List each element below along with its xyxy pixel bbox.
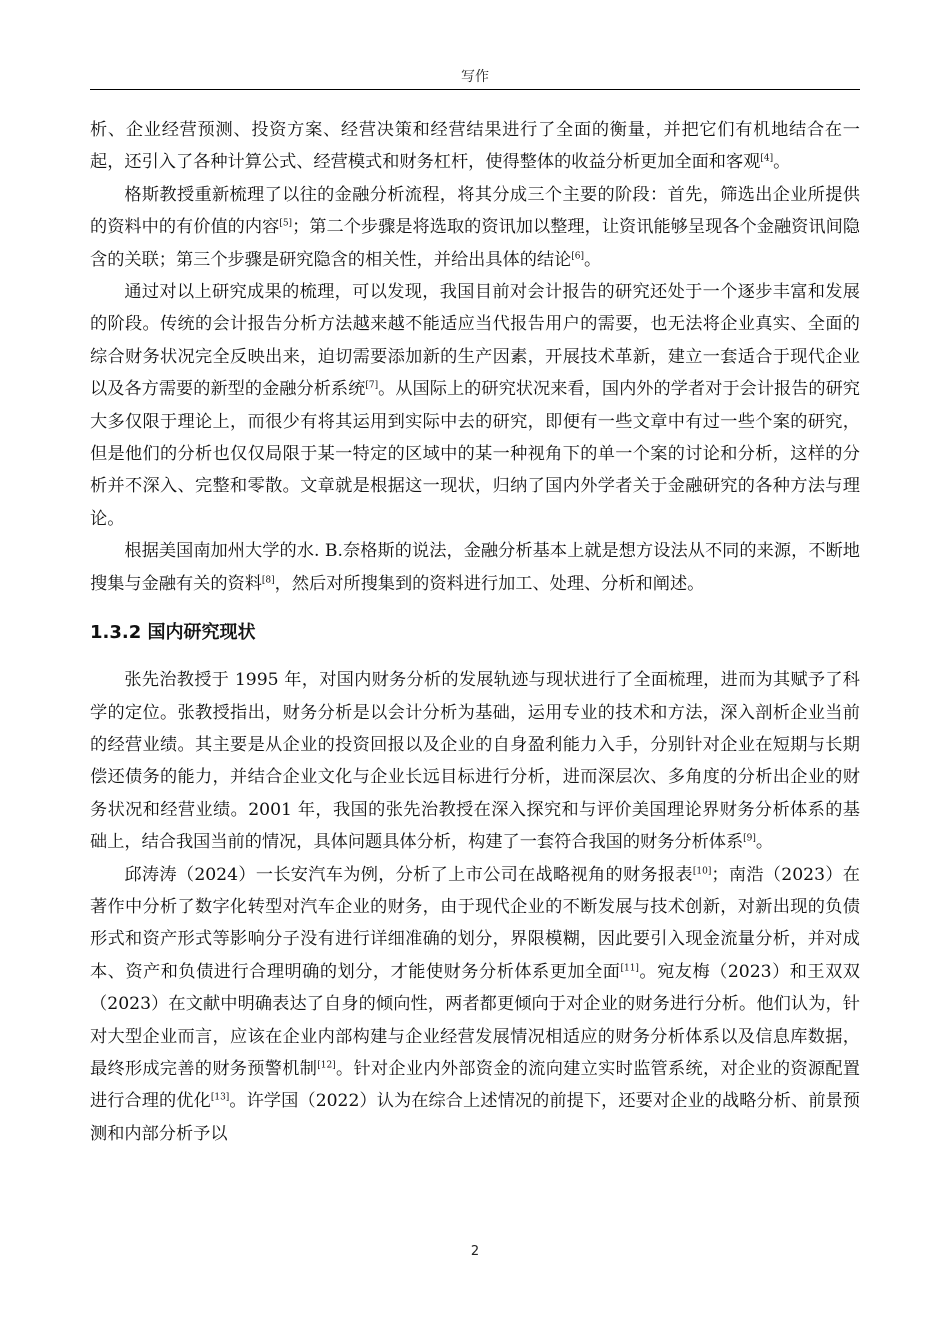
- paragraph-text: 。针对企业内外部资金的流向建立实时监管系统，对企业的资源配置进行合理的优化: [90, 1058, 860, 1112]
- paragraph-text: 格斯教授重新梳理了以往的金融分析流程，将其分成三个主要的阶段：首先，筛选出企业所提供的资料中的有价值的内容: [90, 184, 860, 238]
- paragraph-text: 。: [755, 832, 774, 853]
- paragraph: [90, 535, 860, 600]
- paragraph-text: 。从国际上的研究状况来看，国内外的学者对于会计报告的研究大多仅限于理论上，而很少有将其运用到实际中去的研究，即便有一些文章中有过一些个案的研究，但是他们的分析也仅仅局限于某一特定的区域中的某一种视角下的单一个案的讨论和分析，这样的分析并不深入、完整和零散。文章就是根据这一现状，归纳了国内外学者关于金融研究的各种方法与理论。: [90, 379, 860, 529]
- citation-ref: [7]: [365, 380, 379, 391]
- paragraph-text: ；第二个步骤是将选取的资讯加以整理，让资讯能够呈现各个金融资讯间隐含的关联；第三个步骤是研究隐含的相关性，并给出具体的结论: [90, 217, 860, 270]
- document-body: [90, 114, 860, 1150]
- citation-ref: [5]: [279, 218, 293, 229]
- paragraph-text: 张先治教授于 1995 年，对国内财务分析的发展轨迹与现状进行了全面梳理，进而为其赋予了科学的定位。张教授指出，财务分析是以会计分析为基础，运用专业的技术和方法，深入剖析企业当前的经营业绩。其主要是从企业的投资回报以及企业的自身盈利能力入手，分别针对企业在短期与长期偿还债务的能力，并结合企业文化与企业长远目标进行分析，进而深层次、多角度的分析出企业的财务状况和经营业绩。2001 年，我国的张先治教授在深入探究和与评价美国理论界财务分析体系的基础上，结合我国当前的情况，具体问题具体分析，构建了一套符合我国的财务分析体系: [90, 670, 860, 853]
- page-header: 写作: [461, 69, 489, 85]
- paragraph-text: 邱涛涛（2024）一长安汽车为例，分析了上市公司在战略视角的财务报表: [124, 864, 693, 885]
- paragraph: [90, 859, 860, 1151]
- paragraph-text: 通过对以上研究成果的梳理，可以发现，我国目前对会计报告的研究还处于一个逐步丰富和发展的阶段。传统的会计报告分析方法越来越不能适应当代报告用户的需要，也无法将企业真实、全面的综合财务状况完全反映出来，迫切需要添加新的生产因素，开展技术革新，建立一套适合于现代企业以及各方需要的新型的金融分析系统: [90, 282, 860, 400]
- paragraph-text: 。宛友梅（2023）和王双双（2023）在文献中明确表达了自身的倾向性，两者都更倾向于对企业的财务进行分析。他们认为，针对大型企业而言，应该在企业内部构建与企业经营发展情况相适应的财务分析体系以及信息库数据，最终形成完善的财务预警机制: [90, 961, 860, 1079]
- citation-ref: [11]: [620, 963, 639, 974]
- paragraph-text: ；南浩（2023）在著作中分析了数字化转型对汽车企业的财务，由于现代企业的不断发展与技术创新，对新出现的负债形式和资产形式等影响分子没有进行详细准确的划分，界限模糊，因此要引入现金流量分析，并对成本、资产和负债进行合理明确的划分，才能使财务分析体系更加全面: [90, 864, 860, 982]
- paragraph-text: 析、企业经营预测、投资方案、经营决策和经营结果进行了全面的衡量，并把它们有机地结合在一起，还引入了各种计算公式、经营模式和财务杠杆，使得整体的收益分析更加全面和客观: [90, 120, 860, 173]
- citation-ref: [6]: [571, 250, 585, 261]
- paragraph-text: 。许学国（2022）认为在综合上述情况的前提下，还要对企业的战略分析、前景预测和内部分析予以: [90, 1091, 860, 1144]
- citation-ref: [13]: [210, 1092, 230, 1103]
- citation-ref: [4]: [760, 153, 774, 164]
- paragraph-text: 。: [584, 249, 602, 270]
- paragraph-text: 根据美国南加州大学的水. B.奈格斯的说法，金融分析基本上就是想方设法从不同的来源，不断地搜集与金融有关的资料: [90, 541, 860, 594]
- header-rule: [90, 89, 860, 90]
- citation-ref: [10]: [692, 865, 712, 876]
- section-heading: 1.3.2 国内研究现状: [90, 622, 256, 644]
- citation-ref: [9]: [743, 833, 756, 844]
- paragraph: [90, 664, 860, 858]
- paragraph: [90, 179, 860, 276]
- paragraph: [90, 114, 860, 179]
- paragraph-text: 。: [773, 152, 791, 173]
- paragraph: [90, 276, 860, 535]
- citation-ref: [8]: [261, 574, 275, 585]
- citation-ref: [12]: [317, 1060, 336, 1071]
- page-number: 2: [470, 1244, 480, 1259]
- paragraph-text: ，然后对所搜集到的资料进行加工、处理、分析和阐述。: [274, 573, 705, 594]
